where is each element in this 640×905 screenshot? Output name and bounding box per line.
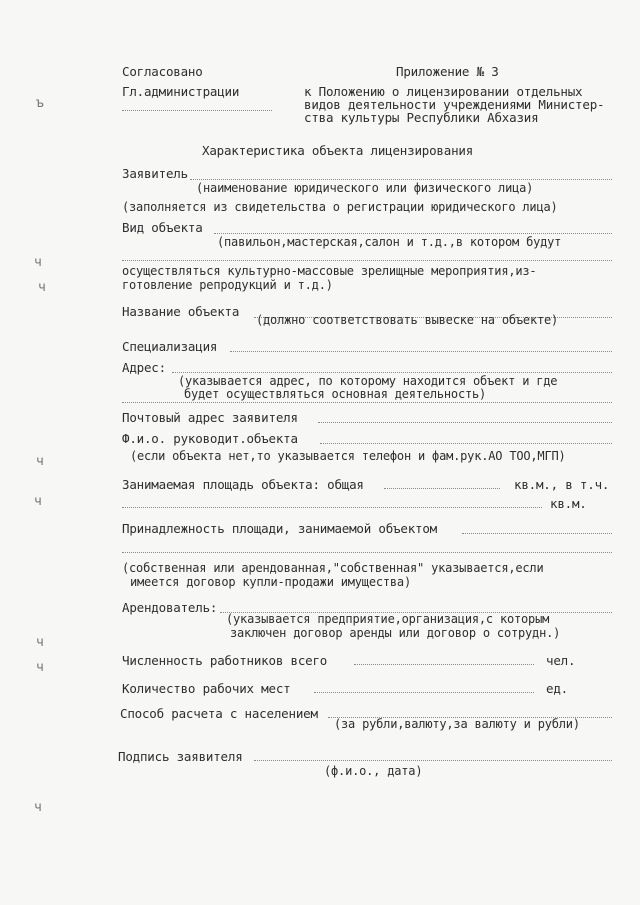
staff-unit: чел. — [546, 653, 576, 668]
payment-hint: (за рубли,валюту,за валюту и рубли) — [334, 717, 580, 731]
manager-name-line — [320, 443, 612, 444]
ownership-hint-1: (собственная или арендованная,"собственная" указывается,если — [122, 561, 544, 575]
object-type-line — [214, 233, 612, 234]
workplaces-line — [314, 692, 534, 693]
applicant-hint-1: (наименование юридического или физического лица) — [196, 181, 534, 195]
object-type-label: Вид объекта — [122, 220, 203, 235]
object-name-hint: (должно соответствовать вывеске на объекте) — [256, 313, 559, 327]
regulation-line-1: к Положению о лицензировании отдельных — [304, 84, 583, 99]
head-admin-label: Гл.администрации — [122, 84, 240, 99]
address-line — [172, 372, 612, 373]
page-title: Характеристика объекта лицензирования — [202, 143, 474, 158]
area-detail-line — [122, 507, 542, 508]
postal-address-line — [318, 422, 612, 423]
lessor-hint-2: заключен договор аренды или договор о сотрудн.) — [230, 626, 561, 640]
address-line-2 — [122, 402, 612, 403]
margin-mark: ъ — [36, 96, 44, 111]
ownership-label: Принадлежность площади, занимаемой объектом — [122, 521, 438, 536]
margin-mark: ч — [36, 635, 44, 650]
staff-count-label: Численность работников всего — [122, 653, 328, 668]
ownership-hint-2: имеется договор купли-продажи имущества) — [130, 575, 411, 589]
margin-mark: ч — [36, 454, 44, 469]
ownership-line-2 — [122, 552, 612, 553]
manager-name-label: Ф.и.о. руководит.объекта — [122, 431, 298, 446]
object-type-hint-3: готовление репродукций и т.д.) — [122, 278, 333, 292]
address-label: Адрес: — [122, 360, 166, 375]
applicant-label: Заявитель — [122, 166, 188, 181]
postal-address-label: Почтовый адрес заявителя — [122, 410, 298, 425]
manager-hint: (если объекта нет,то указывается телефон и фам.рук.АО ТОО,МГП) — [130, 449, 566, 463]
appendix-label: Приложение № 3 — [396, 64, 499, 79]
applicant-hint-2: (заполняется из свидетельства о регистрации юридического лица) — [122, 200, 558, 214]
area-unit-2: кв.м. — [550, 496, 587, 511]
object-type-hint-1: (павильон,мастерская,салон и т.д.,в котором будут — [217, 235, 562, 249]
lessor-hint-1: (указывается предприятие,организация,с которым — [226, 612, 550, 626]
address-hint-2: будет осуществляться основная деятельность) — [184, 387, 487, 401]
specialization-line — [230, 351, 612, 352]
object-name-label: Название объекта — [122, 304, 240, 319]
lessor-label: Арендователь: — [122, 600, 218, 615]
regulation-line-2: видов деятельности учреждениями Министер- — [304, 97, 605, 112]
margin-mark: ч — [36, 660, 44, 675]
signature-hint: (ф.и.о., дата) — [324, 764, 423, 778]
approved-label: Согласовано — [122, 64, 203, 79]
signature-label: Подпись заявителя — [118, 749, 243, 764]
head-admin-signature-line — [122, 110, 272, 111]
margin-mark: ч — [34, 800, 42, 815]
payment-label: Способ расчета с населением — [120, 706, 318, 721]
address-hint-1: (указывается адрес, по которому находится объект и где — [178, 374, 558, 388]
area-label: Занимаемая площадь объекта: общая — [122, 477, 364, 492]
margin-mark: ч — [34, 494, 42, 509]
object-type-line-2 — [122, 260, 612, 261]
margin-mark: ч — [34, 255, 42, 270]
regulation-line-3: ства культуры Республики Абхазия — [304, 110, 539, 125]
area-unit-1: кв.м., в т.ч. — [514, 477, 610, 492]
margin-mark: ч — [38, 280, 46, 295]
staff-count-line — [354, 664, 534, 665]
specialization-label: Специализация — [122, 339, 218, 354]
applicant-line — [190, 179, 612, 180]
ownership-line — [462, 533, 612, 534]
area-total-line — [384, 488, 500, 489]
signature-line — [254, 760, 612, 761]
workplaces-unit: ед. — [546, 681, 568, 696]
object-type-hint-2: осуществляться культурно-массовые зрелищные мероприятия,из- — [122, 264, 537, 278]
workplaces-label: Количество рабочих мест — [122, 681, 291, 696]
